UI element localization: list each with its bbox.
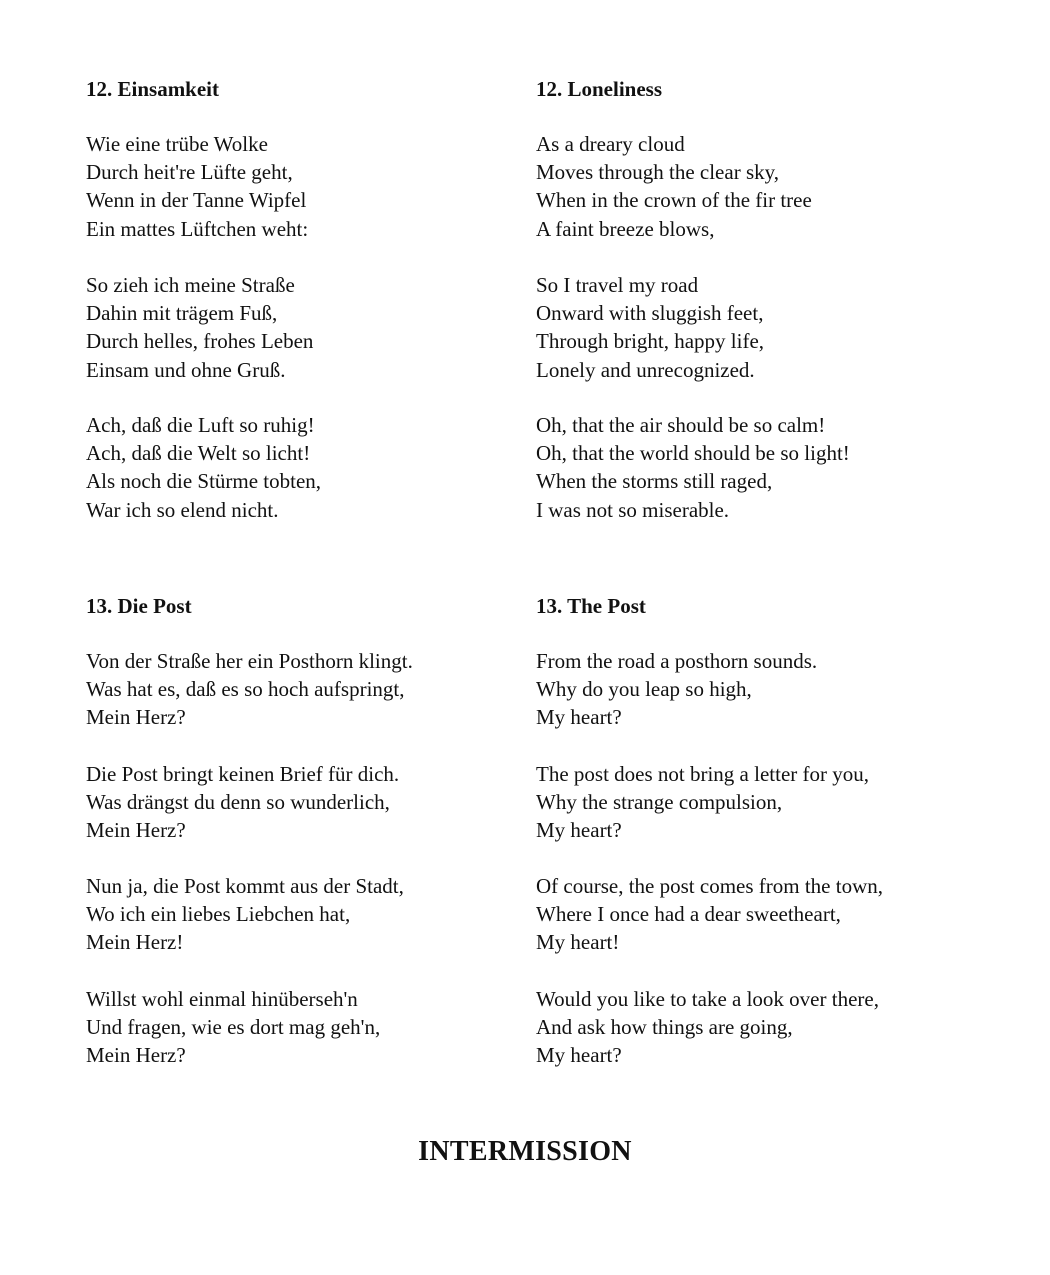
stanza xyxy=(536,872,883,957)
stanza xyxy=(86,760,399,845)
verse-line: Mein Herz? xyxy=(86,705,186,730)
verse-line: My heart? xyxy=(536,1043,622,1068)
verse-line: War ich so elend nicht. xyxy=(86,497,279,522)
verse-line: Of course, the post comes from the town, xyxy=(536,874,884,898)
verse-line: So zieh ich meine Straße xyxy=(86,273,295,297)
verse-line: Was drängst du denn so wunderlich, xyxy=(86,790,390,815)
verse-line: My heart? xyxy=(536,705,622,730)
verse-line: A faint breeze blows, xyxy=(536,216,715,241)
verse-line: Und fragen, wie es dort mag geh'n, xyxy=(86,1015,381,1040)
stanza xyxy=(86,130,308,243)
verse-line: Moves through the clear sky, xyxy=(536,160,779,185)
verse-line: From the road a posthorn sounds. xyxy=(536,649,818,673)
verse-line: Mein Herz! xyxy=(86,930,184,955)
verse-line: Oh, that the world should be so light! xyxy=(536,441,850,466)
verse-line: Would you like to take a look over there, xyxy=(536,987,879,1011)
verse-line: Wo ich ein liebes Liebchen hat, xyxy=(86,902,351,927)
stanza xyxy=(536,760,869,845)
verse-line: I was not so miserable. xyxy=(536,497,730,522)
verse-line: Durch helles, frohes Leben xyxy=(86,329,314,354)
verse-line: Ach, daß die Luft so ruhig! xyxy=(86,413,315,437)
stanza xyxy=(86,985,380,1070)
verse-line: Was hat es, daß es so hoch aufspringt, xyxy=(86,677,405,702)
verse-line: Von der Straße her ein Posthorn klingt. xyxy=(86,649,413,673)
verse-line: Why the strange compulsion, xyxy=(536,790,783,815)
stanza xyxy=(536,411,850,524)
song-title: 12. Einsamkeit xyxy=(86,77,220,101)
verse-line: Dahin mit trägem Fuß, xyxy=(86,301,278,326)
verse-line: Wie eine trübe Wolke xyxy=(86,132,268,156)
verse-line: Einsam und ohne Gruß. xyxy=(86,357,286,382)
verse-line: Nun ja, die Post kommt aus der Stadt, xyxy=(86,874,404,898)
verse-line: My heart! xyxy=(536,930,620,955)
stanza xyxy=(86,647,413,732)
verse-line: And ask how things are going, xyxy=(536,1015,793,1040)
verse-line: Lonely and unrecognized. xyxy=(536,357,755,382)
verse-line: The post does not bring a letter for you, xyxy=(536,762,870,786)
stanza xyxy=(536,271,764,384)
verse-line: When the storms still raged, xyxy=(536,469,773,494)
stanza xyxy=(536,985,879,1070)
verse-line: As a dreary cloud xyxy=(536,132,685,156)
stanza xyxy=(86,411,321,524)
stanza xyxy=(536,130,812,243)
intermission-heading: INTERMISSION xyxy=(418,1136,632,1167)
verse-line: So I travel my road xyxy=(536,273,699,297)
song-title: 13. The Post xyxy=(536,594,646,618)
verse-line: Through bright, happy life, xyxy=(536,329,765,354)
verse-line: Where I once had a dear sweetheart, xyxy=(536,902,841,927)
verse-line: Willst wohl einmal hinüberseh'n xyxy=(86,987,358,1011)
verse-line: Ein mattes Lüftchen weht: xyxy=(86,216,309,241)
verse-line: Ach, daß die Welt so licht! xyxy=(86,441,311,466)
verse-line: When in the crown of the fir tree xyxy=(536,188,812,213)
verse-line: Durch heit're Lüfte geht, xyxy=(86,160,293,185)
verse-line: Onward with sluggish feet, xyxy=(536,301,764,326)
song-title: 12. Loneliness xyxy=(536,77,663,101)
stanza xyxy=(86,271,313,384)
verse-line: Mein Herz? xyxy=(86,1043,186,1068)
verse-line: Wenn in der Tanne Wipfel xyxy=(86,188,307,213)
song-title: 13. Die Post xyxy=(86,594,192,618)
verse-line: Mein Herz? xyxy=(86,818,186,843)
verse-line: Die Post bringt keinen Brief für dich. xyxy=(86,762,400,786)
stanza xyxy=(86,872,404,957)
verse-line: Why do you leap so high, xyxy=(536,677,752,702)
verse-line: Oh, that the air should be so calm! xyxy=(536,413,826,437)
stanza xyxy=(536,647,817,732)
verse-line: Als noch die Stürme tobten, xyxy=(86,469,322,494)
verse-line: My heart? xyxy=(536,818,622,843)
